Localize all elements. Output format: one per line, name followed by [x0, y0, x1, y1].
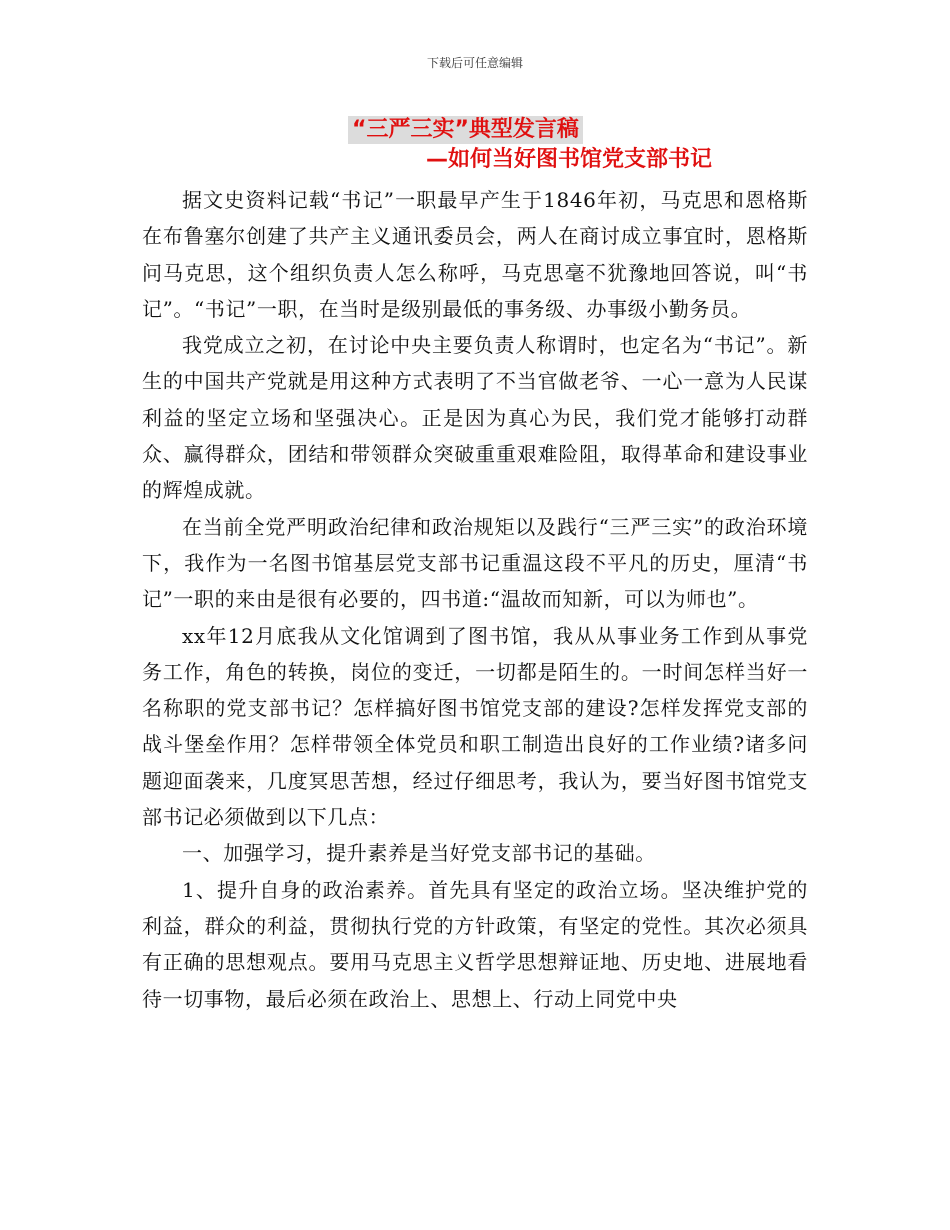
title-line-1: “三严三实”典型发言稿 [348, 116, 583, 144]
paragraph-3: 在当前全党严明政治纪律和政治规矩以及践行“三严三实”的政治环境下，我作为一名图书馆基层党支部书记重温这段不平凡的历史，厘清“书记”一职的来由是很有必要的，四书道:“温故而知新，可以为师也”。 [142, 514, 808, 612]
paragraph-5: 1、提升自身的政治素养。首先具有坚定的政治立场。坚决维护党的利益，群众的利益，贯彻执行党的方针政策，有坚定的党性。其次必须具有正确的思想观点。要用马克思主义哲学思想辩证地、历史地、进展地看待一切事物，最后必须在政治上、思想上、行动上同党中央 [142, 877, 808, 1011]
paragraph-2: 我党成立之初，在讨论中央主要负责人称谓时，也定名为“书记”。新生的中国共产党就是用这种方式表明了不当官做老爷、一心一意为人民谋利益的坚定立场和坚强决心。正是因为真心为民，我们党才能够打动群众、赢得群众，团结和带领群众突破重重艰难险阻，取得革命和建设事业的辉煌成就。 [142, 333, 808, 503]
title-line-2: —如何当好图书馆党支部书记 [426, 147, 713, 172]
document-body [142, 182, 808, 1017]
paragraph-1: 据文史资料记载“书记”一职最早产生于1846年初，马克思和恩格斯在布鲁塞尔创建了共产主义通讯委员会，两人在商讨成立事宜时，恩格斯问马克思，这个组织负责人怎么称呼，马克思毫不犹豫地回答说，叫“书记”。“书记”一职，在当时是级别最低的事务级、办事级小勤务员。 [142, 188, 808, 321]
section-heading-1: 一、加强学习，提升素养是当好党支部书记的基础。 [182, 841, 656, 866]
page-header-note: 下载后可任意编辑 [426, 56, 523, 70]
paragraph-4: xx年12月底我从文化馆调到了图书馆，我从从事业务工作到从事党务工作，角色的转换，岗位的变迁，一切都是陌生的。一时间怎样当好一名称职的党支部书记？怎样搞好图书馆党支部的建设?怎样发挥党支部的战斗堡垒作用？怎样带领全体党员和职工制造出良好的工作业绩?诸多问题迎面袭来，几度冥思苦想，经过仔细思考，我认为，要当好图书馆党支部书记必须做到以下几点： [142, 623, 808, 830]
